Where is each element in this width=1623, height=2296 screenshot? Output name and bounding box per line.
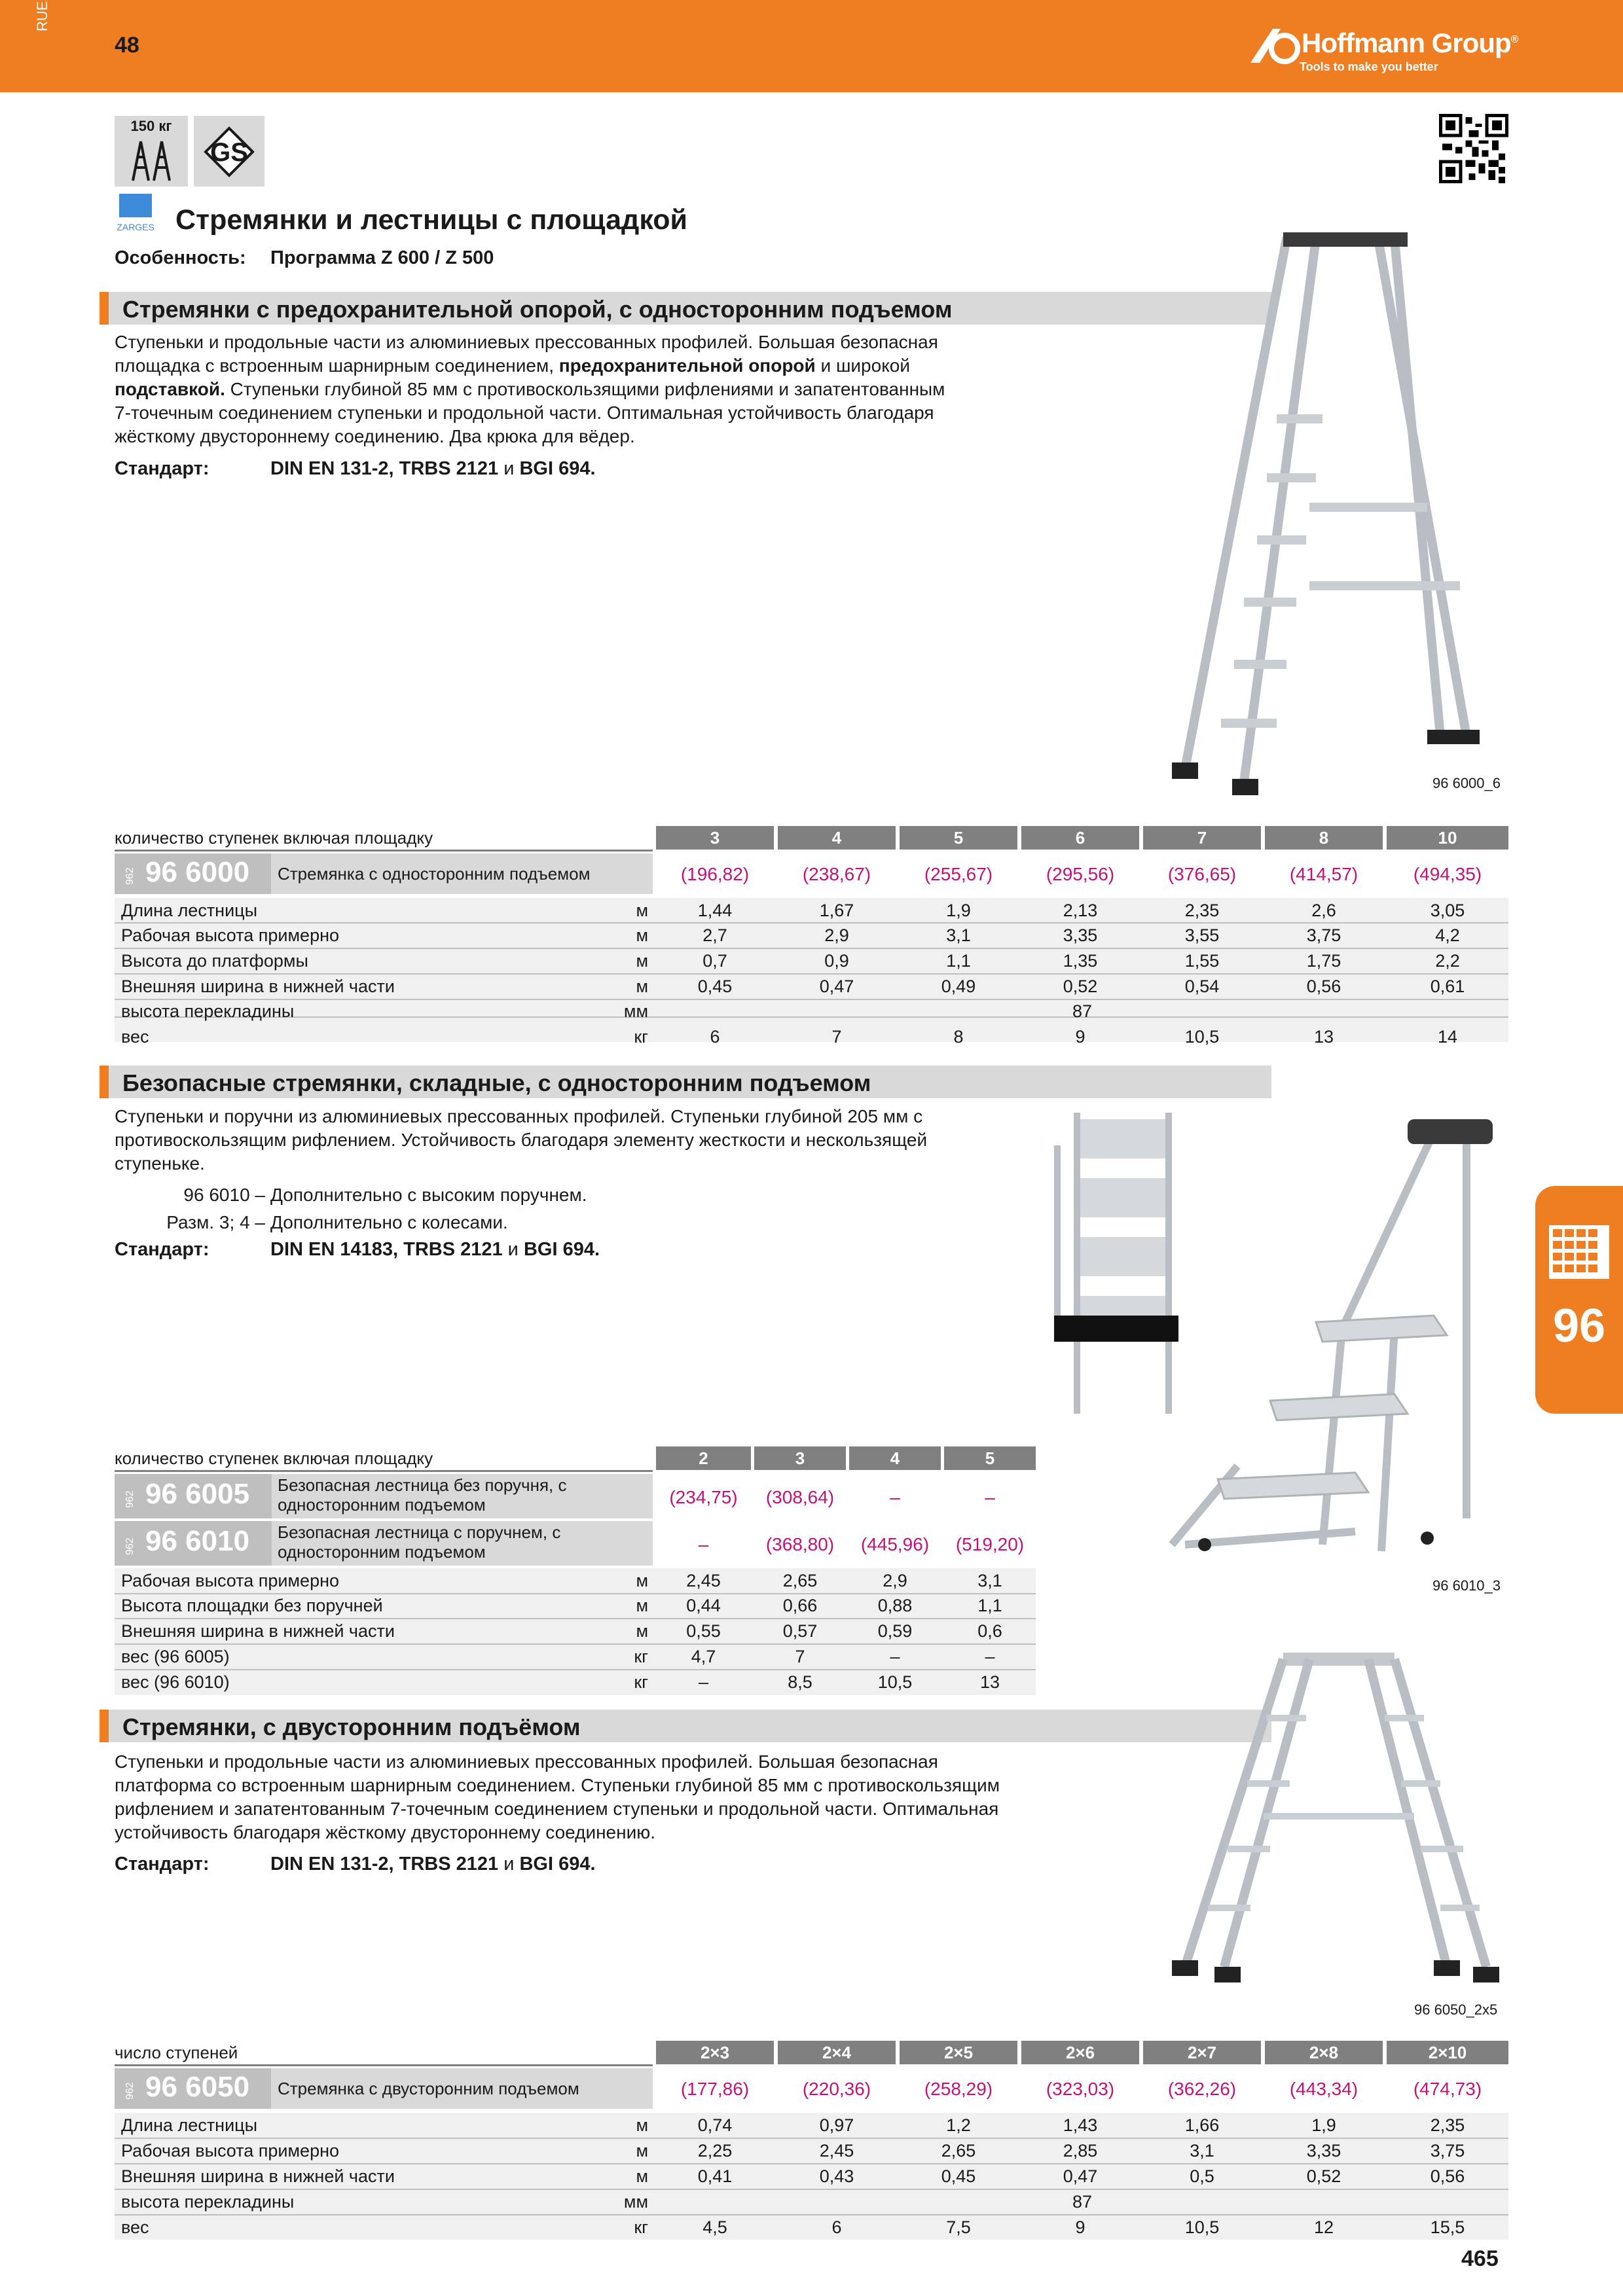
cell: 10,5 bbox=[1184, 1027, 1220, 1047]
table-column-header: 3 bbox=[656, 826, 774, 850]
row-label: Внешняя ширина в нижней части bbox=[121, 2166, 395, 2186]
price: (238,67) bbox=[802, 864, 871, 884]
cell: 2,85 bbox=[1063, 2141, 1098, 2161]
description-line: противоскользящим рифлением. Устойчивость благодаря элементу жесткости и нескользящей bbox=[115, 1130, 928, 1150]
cell: 7 bbox=[795, 1647, 805, 1666]
row-unit: м bbox=[636, 2141, 648, 2161]
cell: 3,75 bbox=[1306, 925, 1341, 945]
table-column-header: 2×8 bbox=[1265, 2041, 1383, 2064]
ladder-image bbox=[1159, 1113, 1506, 1564]
cell: 0,41 bbox=[697, 2166, 733, 2186]
row-unit: м bbox=[636, 2166, 648, 2186]
table-column-header: 2×6 bbox=[1021, 2041, 1139, 2064]
table-column-header: 6 bbox=[1021, 826, 1139, 850]
row-unit: м bbox=[636, 951, 648, 971]
price: (295,56) bbox=[1046, 864, 1115, 884]
cell: 0,55 bbox=[686, 1621, 721, 1641]
note-text: Дополнительно с колесами. bbox=[270, 1212, 508, 1232]
price: (323,03) bbox=[1046, 2079, 1115, 2099]
section-heading-bar bbox=[100, 292, 1271, 325]
cell: – bbox=[698, 1672, 709, 1692]
price: (376,65) bbox=[1167, 864, 1237, 884]
cell: 0,47 bbox=[819, 977, 854, 996]
cell: 1,1 bbox=[977, 1596, 1002, 1615]
cell: 9 bbox=[1075, 2217, 1085, 2237]
feature-value: Программа Z 600 / Z 500 bbox=[270, 247, 494, 268]
article-number: 96 6000 bbox=[145, 856, 250, 888]
description-line: ступеньке. bbox=[115, 1153, 205, 1174]
row-unit: м bbox=[636, 1596, 648, 1615]
row-label: Длина лестницы bbox=[121, 2115, 258, 2135]
cell: 8 bbox=[953, 1027, 964, 1047]
cell: 0,52 bbox=[1306, 2166, 1341, 2186]
price: (474,73) bbox=[1413, 2079, 1482, 2099]
description-line: жёсткому двустороннему соединению. Два крюка для вёдер. bbox=[115, 426, 635, 446]
row-unit: м bbox=[636, 2115, 648, 2135]
table-header-label: количество ступенек включая площадку bbox=[115, 1446, 653, 1472]
cell: 4,5 bbox=[702, 2217, 727, 2237]
cell: 8,5 bbox=[788, 1672, 812, 1692]
note-key: Разм. 3; 4 – bbox=[166, 1212, 265, 1232]
article-prefix: 962 bbox=[124, 1537, 136, 1555]
table-column-header: 4 bbox=[849, 1446, 941, 1470]
cell: 0,52 bbox=[1063, 977, 1098, 996]
article-prefix: 962 bbox=[124, 1490, 136, 1508]
article-description: Стремянка с односторонним подъемом bbox=[278, 864, 591, 884]
row-label: Рабочая высота примерно bbox=[121, 2141, 340, 2161]
article-number: 96 6005 bbox=[145, 1478, 250, 1510]
cell: 0,56 bbox=[1430, 2166, 1465, 2186]
article-description: Стремянка с двусторонним подъемом bbox=[278, 2079, 579, 2098]
row-unit: кг bbox=[634, 2217, 648, 2237]
cell: 0,59 bbox=[877, 1621, 913, 1641]
price: (258,29) bbox=[924, 2079, 993, 2099]
cell: 2,45 bbox=[686, 1571, 721, 1590]
standard-label: Стандарт: bbox=[115, 1239, 210, 1260]
cell: 1,2 bbox=[946, 2115, 971, 2135]
row-unit: кг bbox=[634, 1647, 648, 1666]
article-prefix: 962 bbox=[124, 867, 136, 885]
page-title: Стремянки и лестницы с площадкой bbox=[175, 204, 687, 236]
row-label: высота перекладины bbox=[121, 2192, 295, 2212]
cell: 3,1 bbox=[977, 1571, 1002, 1590]
cell: 2,25 bbox=[697, 2141, 733, 2161]
cell: 0,56 bbox=[1306, 977, 1341, 996]
article-prefix: 962 bbox=[124, 2082, 136, 2100]
cell: – bbox=[985, 1647, 995, 1666]
article-number: 96 6010 bbox=[145, 1525, 250, 1557]
row-unit: мм bbox=[623, 1001, 648, 1021]
cell: 13 bbox=[1313, 1027, 1334, 1047]
cell: 0,61 bbox=[1430, 977, 1465, 996]
cell: 0,74 bbox=[697, 2115, 733, 2135]
cell: 3,35 bbox=[1063, 925, 1098, 945]
cell: 7 bbox=[831, 1027, 842, 1047]
cell: 2,6 bbox=[1311, 901, 1336, 920]
table-column-header: 2×10 bbox=[1387, 2041, 1508, 2064]
zarges-logo-icon bbox=[113, 194, 158, 234]
cell: 13 bbox=[979, 1672, 1000, 1692]
svg-text:ZARGES: ZARGES bbox=[117, 222, 155, 232]
cell: 2,13 bbox=[1063, 901, 1098, 920]
cell: 2,2 bbox=[1435, 951, 1460, 971]
cell: 2,9 bbox=[883, 1571, 907, 1590]
section-description bbox=[115, 1750, 1000, 1844]
section-heading: Стремянки с предохранительной опорой, с односторонним подъемом bbox=[122, 296, 953, 323]
section-heading: Стремянки, с двусторонним подъёмом bbox=[122, 1713, 581, 1740]
cell: 0,45 bbox=[697, 977, 733, 996]
table-column-header: 2×4 bbox=[778, 2041, 896, 2064]
description-line: устойчивость благодаря жёсткому двустороннему соединению. bbox=[115, 1822, 656, 1842]
table-column-header: 2×7 bbox=[1143, 2041, 1261, 2064]
load-label: 150 кг bbox=[130, 118, 172, 134]
brand-name: Hoffmann Group® bbox=[1302, 27, 1518, 58]
cell: 1,43 bbox=[1063, 2115, 1098, 2135]
cell: 0,57 bbox=[782, 1621, 818, 1641]
table-column-header: 2×5 bbox=[900, 2041, 1017, 2064]
svg-text:GS: GS bbox=[210, 138, 248, 167]
image-caption: 96 6000_6 bbox=[1432, 775, 1501, 791]
price: (234,75) bbox=[669, 1487, 738, 1507]
row-label: вес bbox=[121, 1027, 149, 1047]
cell: 0,6 bbox=[977, 1621, 1002, 1641]
cell: 0,97 bbox=[819, 2115, 854, 2135]
cell: 9 bbox=[1075, 1027, 1085, 1047]
section-description bbox=[115, 1105, 927, 1175]
standard-value: DIN EN 131-2, TRBS 2121 и BGI 694. bbox=[270, 458, 596, 479]
table-column-header: 8 bbox=[1265, 826, 1383, 850]
row-label: Внешняя ширина в нижней части bbox=[121, 1621, 395, 1641]
cell: 3,55 bbox=[1184, 925, 1220, 945]
price: (308,64) bbox=[765, 1487, 835, 1507]
page-number-top: 48 bbox=[115, 33, 139, 58]
row-label: Высота до платформы bbox=[121, 951, 308, 971]
cell: 0,66 bbox=[782, 1596, 818, 1615]
section-heading-bar bbox=[100, 1710, 1271, 1742]
row-label: высота перекладины bbox=[121, 1001, 295, 1021]
cell-span: 87 bbox=[1072, 1001, 1093, 1021]
note-text: Дополнительно с высоким поручнем. bbox=[270, 1185, 587, 1205]
cell: 0,45 bbox=[941, 2166, 976, 2186]
note-key: 96 6010 – bbox=[183, 1185, 265, 1205]
cell: 0,43 bbox=[819, 2166, 854, 2186]
standard-value: DIN EN 14183, TRBS 2121 и BGI 694. bbox=[270, 1239, 600, 1260]
description-line: подставкой. Ступеньки глубиной 85 мм с противоскользящими рифлениями и запатентованным bbox=[115, 379, 945, 399]
cell-span: 87 bbox=[1072, 2192, 1093, 2212]
cell: 3,1 bbox=[1190, 2141, 1214, 2161]
row-label: Рабочая высота примерно bbox=[121, 925, 340, 945]
cell: 2,45 bbox=[819, 2141, 854, 2161]
table-column-header: 2×3 bbox=[656, 2041, 774, 2064]
table-column-header: 5 bbox=[944, 1446, 1036, 1470]
description-line: рифлением и запатентованным 7-точечным соединением ступеньки и продольной части. Оптимальная bbox=[115, 1799, 999, 1819]
cell: 0,5 bbox=[1190, 2166, 1214, 2186]
price: (443,34) bbox=[1289, 2079, 1359, 2099]
table-column-header: 5 bbox=[900, 826, 1017, 850]
row-label: Длина лестницы bbox=[121, 901, 258, 920]
description-line: площадка с встроенным шарнирным соединением, предохранительной опорой и широкой bbox=[115, 355, 910, 376]
grid-icon bbox=[1549, 1225, 1609, 1279]
cell: 6 bbox=[710, 1027, 720, 1047]
cell: 2,35 bbox=[1184, 901, 1220, 920]
region-code: RUE bbox=[34, 1, 50, 31]
section-heading: Безопасные стремянки, складные, с односторонним подъемом bbox=[122, 1069, 871, 1096]
row-label: Рабочая высота примерно bbox=[121, 1571, 340, 1590]
section-heading-bar bbox=[100, 1066, 1271, 1098]
cell: 1,67 bbox=[819, 901, 854, 920]
cell: 2,35 bbox=[1430, 2115, 1465, 2135]
page-number-bottom: 465 bbox=[1461, 2246, 1499, 2271]
cell: 4,2 bbox=[1435, 925, 1460, 945]
cell: 1,9 bbox=[1311, 2115, 1336, 2135]
image-caption: 96 6050_2x5 bbox=[1414, 2001, 1498, 2018]
cell: 2,65 bbox=[941, 2141, 976, 2161]
row-unit: мм bbox=[623, 2192, 648, 2212]
cell: 1,35 bbox=[1063, 951, 1098, 971]
article-number: 96 6050 bbox=[145, 2071, 250, 2103]
article-description: Безопасная лестница с поручнем, с односторонним подъемом bbox=[278, 1522, 561, 1562]
table-header-label: количество ступенек включая площадку bbox=[115, 826, 653, 852]
price: (519,20) bbox=[955, 1534, 1025, 1554]
price: (255,67) bbox=[924, 864, 993, 884]
row-label: вес (96 6005) bbox=[121, 1647, 230, 1666]
cell: 1,75 bbox=[1306, 951, 1341, 971]
row-unit: кг bbox=[634, 1672, 648, 1692]
table-header-label: число ступеней bbox=[115, 2041, 653, 2066]
cell: 1,44 bbox=[697, 901, 733, 920]
table-column-header: 3 bbox=[754, 1446, 846, 1470]
price: (362,26) bbox=[1167, 2079, 1237, 2099]
cell: 15,5 bbox=[1430, 2217, 1465, 2237]
feature-label: Особенность: bbox=[115, 247, 246, 268]
row-unit: м bbox=[636, 925, 648, 945]
table-column-header: 4 bbox=[778, 826, 896, 850]
row-unit: кг bbox=[634, 1027, 648, 1047]
description-line: Ступеньки и продольные части из алюминиевых прессованных профилей. Большая безопасная bbox=[115, 1751, 938, 1772]
cell: 1,9 bbox=[946, 901, 971, 920]
description-line: Ступеньки и поручни из алюминиевых прессованных профилей. Ступеньки глубиной 205 мм с bbox=[115, 1106, 923, 1126]
price: – bbox=[698, 1534, 709, 1554]
price: (414,57) bbox=[1289, 864, 1359, 884]
standard-value: DIN EN 131-2, TRBS 2121 и BGI 694. bbox=[270, 1854, 596, 1874]
cell: 10,5 bbox=[1184, 2217, 1220, 2237]
cell: 3,75 bbox=[1430, 2141, 1465, 2161]
description-line: 7-точечным соединением ступеньки и продольной части. Оптимальная устойчивость благодаря bbox=[115, 403, 934, 423]
cell: 3,35 bbox=[1306, 2141, 1341, 2161]
cell: 0,9 bbox=[824, 951, 849, 971]
cell: 0,54 bbox=[1184, 977, 1220, 996]
article-description: Безопасная лестница без поручня, с односторонним подъемом bbox=[278, 1475, 567, 1515]
cell: 1,66 bbox=[1184, 2115, 1220, 2135]
price: (177,86) bbox=[680, 2079, 750, 2099]
cell: 7,5 bbox=[946, 2217, 971, 2237]
gs-mark-icon bbox=[199, 122, 259, 182]
table-column-header: 7 bbox=[1143, 826, 1261, 850]
row-label: вес bbox=[121, 2217, 149, 2237]
qr-code-icon bbox=[1439, 113, 1508, 185]
row-unit: м bbox=[636, 1571, 648, 1590]
row-label: Внешняя ширина в нижней части bbox=[121, 977, 395, 996]
row-unit: м bbox=[636, 1621, 648, 1641]
image-caption: 96 6010_3 bbox=[1432, 1577, 1501, 1594]
cell: 0,7 bbox=[702, 951, 727, 971]
price: – bbox=[985, 1487, 995, 1507]
cell: 6 bbox=[831, 2217, 842, 2237]
row-unit: м bbox=[636, 977, 648, 996]
cell: 0,49 bbox=[941, 977, 976, 996]
ladder-image bbox=[1165, 1646, 1506, 1986]
description-line: платформа со встроенным шарнирным соединением. Ступеньки глубиной 85 мм с противоскользящим bbox=[115, 1775, 1000, 1795]
table-column-header: 2 bbox=[656, 1446, 751, 1470]
ladder-load-icon bbox=[128, 139, 175, 182]
ladder-image bbox=[1159, 226, 1525, 808]
cell: 2,9 bbox=[824, 925, 849, 945]
cell: 10,5 bbox=[877, 1672, 913, 1692]
row-label: Высота площадки без поручней bbox=[121, 1596, 383, 1615]
price: (368,80) bbox=[765, 1534, 835, 1554]
price: – bbox=[890, 1487, 900, 1507]
row-unit: м bbox=[636, 901, 648, 920]
price: (445,96) bbox=[860, 1534, 930, 1554]
cell: 3,1 bbox=[946, 925, 971, 945]
price: (220,36) bbox=[802, 2079, 871, 2099]
cell: 4,7 bbox=[691, 1647, 716, 1666]
cell: 14 bbox=[1437, 1027, 1458, 1047]
row-label: вес (96 6010) bbox=[121, 1672, 230, 1692]
cell: 0,47 bbox=[1063, 2166, 1098, 2186]
price: (494,35) bbox=[1413, 864, 1482, 884]
standard-label: Стандарт: bbox=[115, 1854, 210, 1874]
table-column-header: 10 bbox=[1387, 826, 1508, 850]
cell: 2,65 bbox=[782, 1571, 818, 1590]
cell: 1,1 bbox=[946, 951, 971, 971]
cell: 0,44 bbox=[686, 1596, 721, 1615]
cell: – bbox=[890, 1647, 900, 1666]
brand-tagline: Tools to make you better bbox=[1300, 60, 1438, 73]
standard-label: Стандарт: bbox=[115, 458, 210, 479]
chapter-number: 96 bbox=[1553, 1300, 1606, 1352]
hoffmann-logo-icon bbox=[1247, 25, 1302, 65]
cell: 3,05 bbox=[1430, 901, 1465, 920]
price: (196,82) bbox=[680, 864, 750, 884]
cell: 0,88 bbox=[877, 1596, 913, 1615]
cell: 12 bbox=[1313, 2217, 1334, 2237]
cell: 2,7 bbox=[702, 925, 727, 945]
cell: 1,55 bbox=[1184, 951, 1220, 971]
description-line: Ступеньки и продольные части из алюминиевых прессованных профилей. Большая безопасная bbox=[115, 332, 938, 352]
section-description bbox=[115, 331, 945, 448]
